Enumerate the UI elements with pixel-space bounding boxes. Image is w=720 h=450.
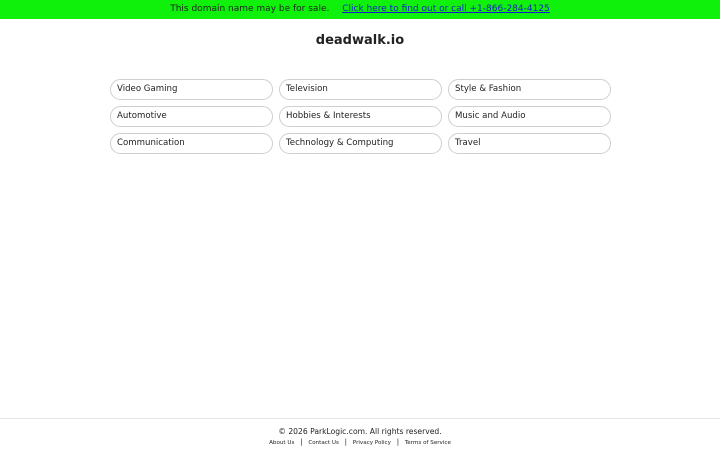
footer-separator: |	[344, 438, 348, 446]
footer-separator: |	[300, 438, 303, 446]
for-sale-text: This domain name may be for sale.	[170, 4, 330, 14]
category-music-audio[interactable]: Music and Audio	[448, 106, 611, 127]
for-sale-link[interactable]: Click here to find out or call +1-866-284-4125	[342, 4, 550, 14]
category-style-fashion[interactable]: Style & Fashion	[448, 79, 611, 100]
contact-us-link[interactable]: Contact Us	[308, 440, 339, 446]
privacy-policy-link[interactable]: Privacy Policy	[352, 440, 391, 446]
footer	[0, 418, 720, 450]
for-sale-banner	[0, 0, 720, 19]
terms-of-service-link[interactable]: Terms of Service	[404, 440, 451, 446]
category-travel[interactable]: Travel	[448, 133, 611, 154]
domain-title: deadwalk.io	[315, 33, 405, 48]
category-hobbies-interests[interactable]: Hobbies & Interests	[279, 106, 442, 127]
category-grid	[110, 79, 610, 154]
category-television[interactable]: Television	[279, 79, 442, 100]
about-us-link[interactable]: About Us	[269, 440, 295, 446]
copyright-text: © 2026 ParkLogic.com. All rights reserved.	[278, 427, 442, 436]
category-automotive[interactable]: Automotive	[110, 106, 273, 127]
category-video-gaming[interactable]: Video Gaming	[110, 79, 273, 100]
footer-links	[0, 438, 720, 446]
footer-separator: |	[396, 438, 400, 446]
category-technology-computing[interactable]: Technology & Computing	[279, 133, 442, 154]
category-communication[interactable]: Communication	[110, 133, 273, 154]
